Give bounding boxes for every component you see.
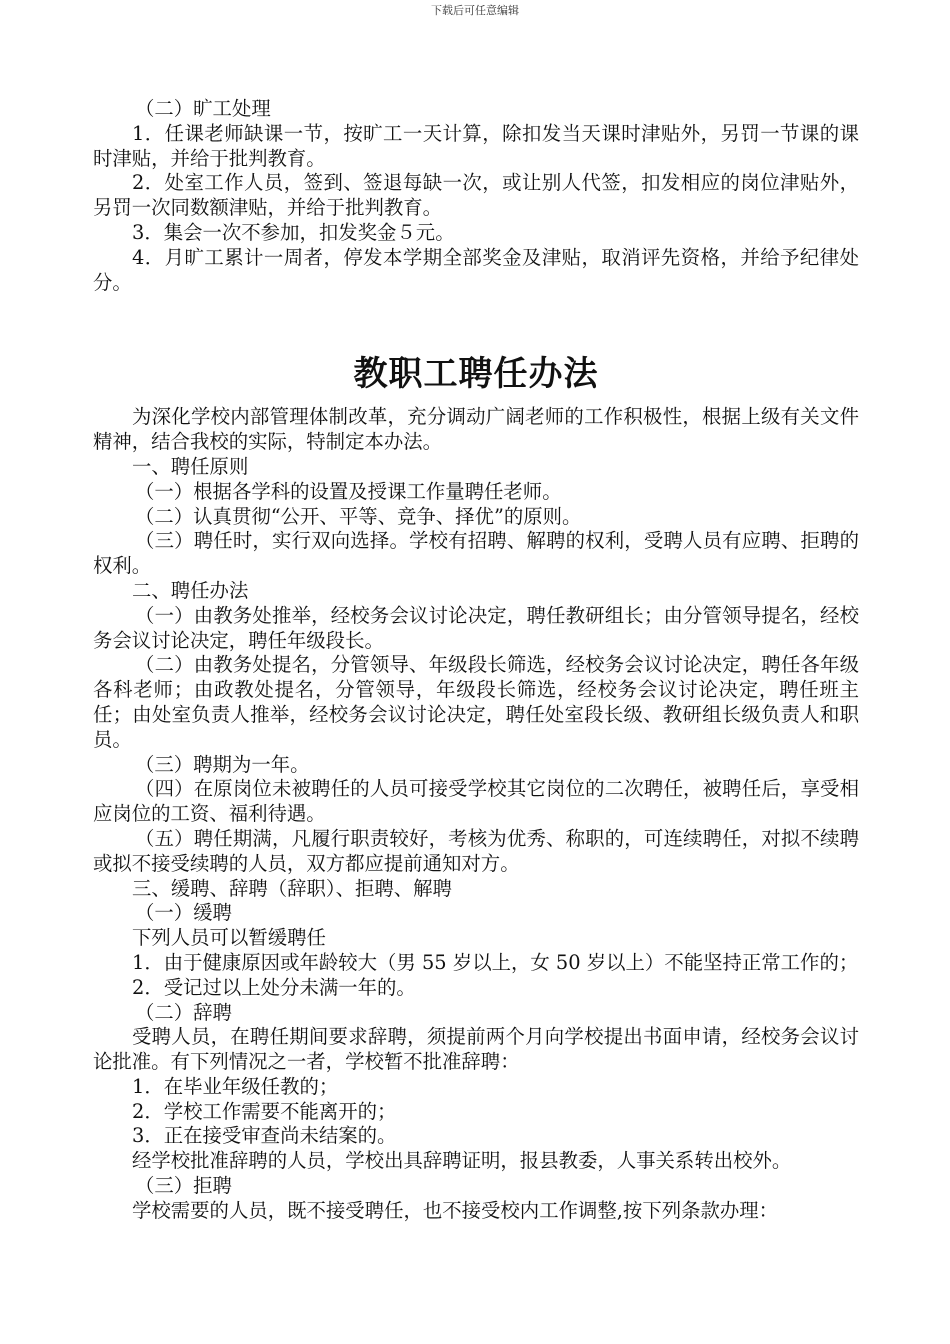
paragraph: （二）旷工处理 bbox=[135, 97, 271, 120]
paragraph: （一）缓聘 bbox=[135, 901, 232, 925]
paragraph: 为深化学校内部管理体制改革，充分调动广阔老师的工作积极性，根据上级有关文件精神，结合我校的实际，特制定本办法。 bbox=[93, 405, 859, 454]
document-body bbox=[93, 97, 859, 1224]
paragraph: （二）认真贯彻“公开、平等、竞争、择优”的原则。 bbox=[135, 504, 582, 528]
paragraph: 下列人员可以暂缓聘任 bbox=[132, 926, 326, 950]
paragraph: （二）辞聘 bbox=[135, 1000, 232, 1024]
document-title: 教职工聘任办法 bbox=[353, 354, 599, 395]
paragraph: 2．学校工作需要不能离开的； bbox=[132, 1099, 397, 1123]
paragraph: （三）拒聘 bbox=[135, 1174, 232, 1198]
paragraph: 三、缓聘、辞聘（辞职）、拒聘、解聘 bbox=[132, 876, 452, 900]
paragraph: 1．任课老师缺课一节，按旷工一天计算，除扣发当天课时津贴外，另罚一节课的课时津贴，并给于批判教育。 bbox=[93, 121, 859, 170]
paragraph: 3．正在接受审查尚未结案的。 bbox=[132, 1124, 397, 1148]
paragraph: 4．月旷工累计一周者，停发本学期全部奖金及津贴，取消评先资格，并给予纪律处分。 bbox=[93, 245, 859, 294]
paragraph: 2．处室工作人员，签到、签退每缺一次，或让别人代签，扣发相应的岗位津贴外，另罚一次同数额津贴，并给于批判教育。 bbox=[93, 171, 859, 220]
paragraph: 受聘人员，在聘任期间要求辞聘，须提前两个月向学校提出书面申请，经校务会议讨论批准。有下列情况之一者，学校暂不批准辞聘： bbox=[93, 1025, 859, 1074]
paragraph: 3．集会一次不参加，扣发奖金５元。 bbox=[132, 220, 455, 244]
paragraph: （三）聘期为一年。 bbox=[135, 752, 310, 776]
paragraph: （二）由教务处提名，分管领导、年级段长筛选，经校务会议讨论决定，聘任各年级各科老师；由政教处提名，分管领导，年级段长筛选，经校务会议讨论决定，聘任班主任；由处室负责人推举，经校务会议讨论决定，聘任处室段长级、教研组长级负责人和职员。 bbox=[93, 653, 859, 751]
paragraph: 1．由于健康原因或年龄较大（男 55 岁以上，女 50 岁以上）不能坚持正常工作的； bbox=[132, 950, 859, 974]
paragraph: 经学校批准辞聘的人员，学校出具辞聘证明，报县教委，人事关系转出校外。 bbox=[132, 1149, 792, 1173]
paragraph: （四）在原岗位未被聘任的人员可接受学校其它岗位的二次聘任，被聘任后，享受相应岗位的工资、福利待遇。 bbox=[93, 777, 859, 826]
paragraph: 1．在毕业年级任教的； bbox=[132, 1074, 339, 1098]
paragraph: （五）聘任期满，凡履行职责较好，考核为优秀、称职的，可连续聘任，对拟不续聘或拟不接受续聘的人员，双方都应提前通知对方。 bbox=[93, 826, 859, 875]
section-appointment-rules bbox=[93, 405, 859, 1223]
paragraph: 一、聘任原则 bbox=[132, 454, 249, 478]
page-header-note: 下载后可任意编辑 bbox=[431, 4, 519, 17]
paragraph: （一）根据各学科的设置及授课工作量聘任老师。 bbox=[135, 479, 562, 503]
paragraph: 二、聘任办法 bbox=[132, 578, 249, 602]
paragraph: （三）聘任时，实行双向选择。学校有招聘、解聘的权利，受聘人员有应聘、拒聘的权利。 bbox=[93, 529, 859, 578]
paragraph: 学校需要的人员，既不接受聘任，也不接受校内工作调整,按下列条款办理： bbox=[132, 1198, 779, 1222]
paragraph: （一）由教务处推举，经校务会议讨论决定，聘任教研组长；由分管领导提名，经校务会议讨论决定，聘任年级段长。 bbox=[93, 603, 859, 652]
section-absence-handling bbox=[93, 97, 859, 295]
paragraph: 2．受记过以上处分未满一年的。 bbox=[132, 975, 416, 999]
